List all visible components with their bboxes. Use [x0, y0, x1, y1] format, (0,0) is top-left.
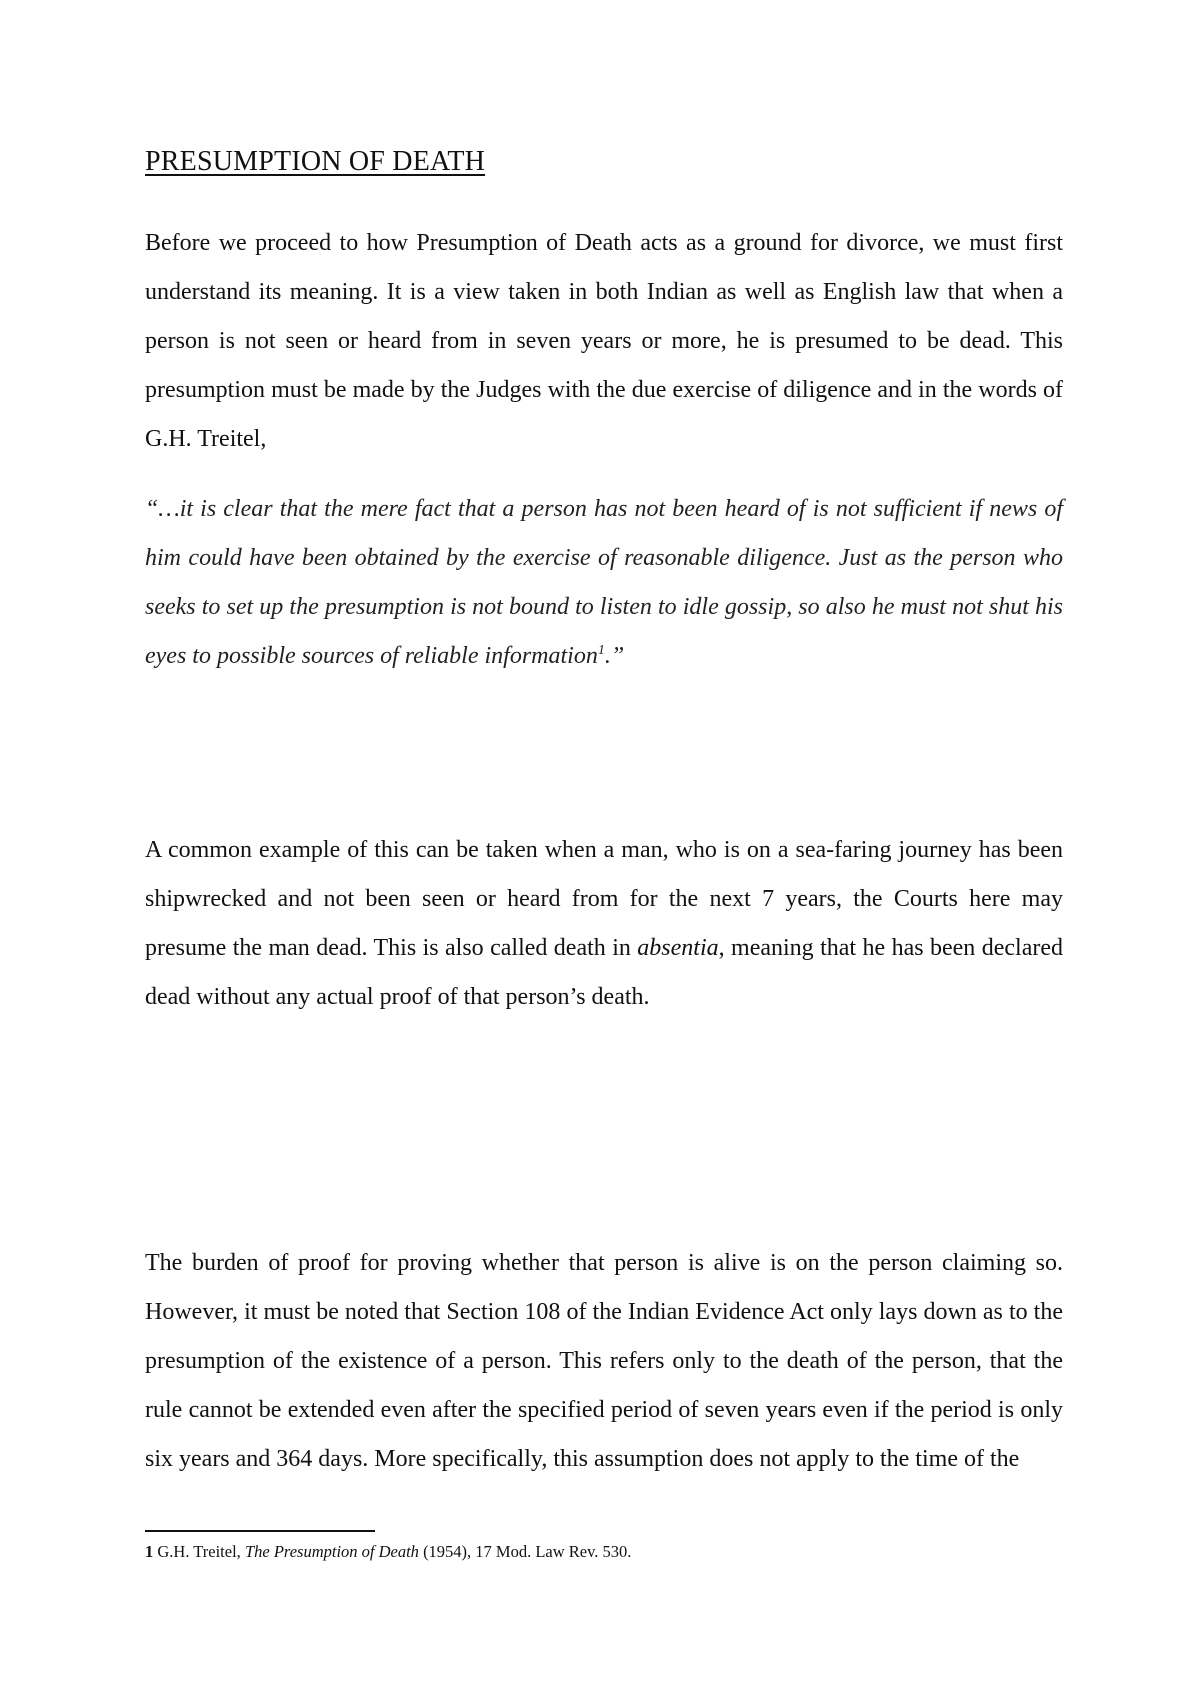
quote-text: it is clear that the mere fact that a person has not been heard of is not sufficient if news of him could have been obtained by the exercise of reasonable diligence. Just as the person who seeks to set up the presumption is not bound to listen to idle gossip, so also he must not shut his eyes to possible sources of reliable information — [145, 496, 1063, 669]
paragraph-example-end: , meaning that he has been declared dead without any actual proof of that person’s death. — [145, 935, 1063, 1010]
quote-close-mark: .” — [604, 643, 625, 669]
paragraph-burden-of-proof: The burden of proof for proving whether that person is alive is on the person claiming so. However, it must be noted that Section 108 of the Indian Evidence Act only lays down as to the presumption of the existence of a person. This refers only to the death of the person, that the rule cannot be extended even after the specified period of seven years even if the period is only six years and 364 days. More specifically, this assumption does not apply to the time of the — [145, 1250, 1063, 1472]
document-page — [145, 0, 1063, 1698]
footnote — [145, 1541, 1063, 1563]
footnote-separator — [145, 1530, 375, 1532]
footnote-number: 1 — [145, 1542, 154, 1561]
document-title: PRESUMPTION OF DEATH — [145, 146, 486, 177]
footnote-author: G.H. Treitel, — [153, 1542, 245, 1561]
paragraph-intro: Before we proceed to how Presumption of Death acts as a ground for divorce, we must first understand its meaning. It is a view taken in both Indian as well as English law that when a person is not seen or heard from in seven years or more, he is presumed to be dead. This presumption must be made by the Judges with the due exercise of diligence and in the words of G.H. Treitel, — [145, 230, 1063, 452]
block-quote — [145, 485, 1063, 681]
paragraph-example-start: A common example of this can be taken when a man, who is on a sea-faring journey has been shipwrecked and not been seen or heard from for the next 7 years, the Courts here may presume the man dead. This is also called death in — [145, 837, 1063, 961]
footnote-work-title: The Presumption of Death — [244, 1542, 419, 1561]
quote-open-mark: “… — [145, 496, 180, 522]
italic-term-absentia: absentia — [637, 935, 719, 961]
paragraph-example — [145, 826, 1063, 1022]
footnote-reference[interactable]: 1 — [597, 643, 605, 658]
footnote-citation: (1954), 17 Mod. Law Rev. 530. — [418, 1542, 632, 1561]
